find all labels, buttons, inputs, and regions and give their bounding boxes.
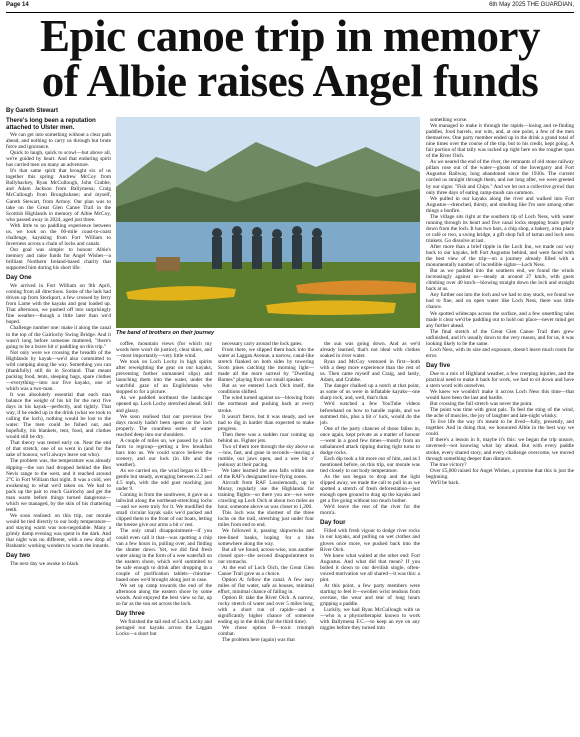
paragraph: We followed it, passing shipwrecks and tree-lined banks, hoping for a bite somewhere along the way. [218, 528, 314, 547]
col3-body [218, 341, 314, 643]
col4-day4-body [320, 528, 420, 631]
article-column-3 [218, 341, 314, 737]
paragraph: If there's a lesson in it, maybe it's this: we began the trip unsure, unversed—not knowing what lay ahead. But with every paddle stroke, every shared story, and every challenge overcome, we moved through something deeper than distance. [426, 437, 574, 462]
paragraph: At this point, a few party members were starting to feel it—swollen wrist tendons from overuse, the wear and tear of long hours gripping a paddle. [320, 582, 420, 607]
paragraph: The only small disappointment—if you could even call it that—was spotting a chip van a few hours in, pulling over, and finding the shutter down. Yet, we did find fresh water along in the form of a wee waterfall on the eastern shore, which we'd summited to be safe enough to drink after dropping in a couple of purification tablets—chlorine-based ones we'd brought along just in case. [116, 528, 212, 583]
paragraph: The problem here (again) was that [222, 637, 295, 644]
paragraph: From there, we slipped them back into the water at Laggan Avenue, a narrow, canal-like stretch flanked on both sides by towering Scots pines catching the morning light—made all the more surreal by "Dwelling Barnes" playing from our small speaker. [218, 347, 314, 384]
paragraph: necessary carry around the lock gates. [222, 341, 303, 347]
paragraph: We knew we wouldn't make it across Loch Ness this time—that would have been the last and hardle. [426, 389, 574, 402]
paragraph: With little to no paddling experience between us, we took on the 60-mile coast-to-coast challenge, kayaking from Fort William to Inverness across a chain of lochs and canals. [6, 222, 111, 247]
paragraph: The final stretch of the Great Glen Canoe Trail then grew unfinished, and it's usually down to the very reason, and for us, it was looking likely to be the same. [426, 328, 574, 347]
paragraph: Each dip took a bit more out of him, and as I mentioned before, on this trip, our morale was tied closely to our body temperature. [320, 455, 420, 474]
paragraph: But all we found, across-wise, was another closed spot—the second disappointment to our stomachs. [218, 546, 314, 565]
paragraph: Due to a mix of Highland weather, a few creeping injuries, and the practical need to make it back for work, we had to sit down and have a stern word with ourselves. [426, 370, 574, 390]
paragraph: We arrived in Fort William on 9th April, coming from all directions. Some of the lads had driven up from Stockport, a few crossed by ferry from Larne with the kayaks and gear loaded up. That afternoon, we pushed off into surprisingly fine weather—though a little later than we'd hoped. [6, 283, 111, 326]
paragraph: We spotted whitecaps across the surface, and a few unsettling tales made it clear we'd be paddling out to hold our place—never mind get any further ahead. [426, 310, 574, 329]
headline [6, 11, 574, 106]
paragraph: Option A: follow the canal. A few easy miles of flat water, safe as houses, minimal effort, minimal chance of falling in. [218, 576, 314, 595]
paragraph: Coming in from the southwest, it gave us a tailwind along the northeast-stretching lochs—and we were truly for it. We modified the small circular kayak sails we'd packed and clipped them to the front of our boats, letting the breeze give our arms a bit o' rest. [116, 492, 212, 529]
subhead-day-three: Day three [116, 610, 145, 618]
article-column-5 [426, 117, 574, 737]
paragraph: Challenge number one: make it along the canal to the top of the Gairlochy Swing Bridge. And it wasn't long before someone muttered, "there's going to be a brave bit o' paddling on this trip." [6, 325, 111, 350]
paragraph: But as we paddled into the southern end, we found the winds increasingly against us—steady at around 27 km/h, with gusts climbing over 40 km/h—blowing straight down the loch and straight back at us. [426, 268, 574, 293]
paragraph: But crossing the full stretch was never the point. [430, 401, 533, 408]
paragraph: Ryan and McCoy ventured in first—both with a deep more experience than the rest of us. Then came myself and Craig, and lastly, Adam, and Crabbe. [320, 359, 420, 384]
paragraph: We later learned the area falls within one of the RAF's designated low-flying zones. [218, 467, 314, 481]
photo-caption: The band of brothers on their journey [116, 330, 215, 336]
subhead-day-four: Day four [320, 519, 346, 527]
headline-line-2: of Albie raises Angel funds [41, 56, 539, 106]
byline: By Gareth Stewart [6, 108, 59, 114]
paragraph: Then there was a sudden roar coming up behind us. Fighter jets. [218, 431, 314, 444]
paragraph: Option B: take the River Oich. A narrow, rocky stretch of water and over 5 miles long, with a short run of rapids—and a significantly higher chance of someone ending up in the drink (for the third time). [218, 594, 314, 626]
paragraph: We pulled in our kayaks along the river and walked into Fort Augustus—drenched, thirsty, and smelling like I'm sure among other things a bonfire. [426, 195, 574, 214]
paragraph: Any further out into the loch and we had to stay stuck, we found we had to fine, and on open water like Loch Ness, there was little chance. [426, 292, 574, 311]
paragraph: We soon realised: on this trip, our morale would be tied directly to our body temperature—and staying warm was non-negotiable. Many a grimly damp evening was spent in the dark. And that night was no different, with a new drop of Brabantic working wonders to warm the innards. [6, 512, 111, 550]
paragraph: We finished the tail end of Loch Lochy and portaged our kayaks across the Laggan Locks—a short but [116, 619, 212, 638]
paragraph: Filled with fresh vigour to dodge river rocks in our kayaks, and pulling on wet clothes and gloves once more, we pushed back into the River Oich. [320, 528, 420, 553]
paragraph: We'd leave the rest of the river for the morn'a. [320, 504, 420, 517]
col2-body [116, 341, 212, 607]
paragraph: Loch Ness, with its size and exposure, doesn't leave much room for error. [426, 346, 574, 359]
col2-day3-body [116, 619, 212, 637]
issue-date: 6th May 2025 THE GUARDIAN, [489, 2, 574, 8]
paragraph: Not only were we crossing the breadth of the Highlands by kayak—we'd also committed to wild camping along the way. Something you can (thankfully) still do in Scotland. That meant packing food, tents, sleeping bags, spare clothes—everything—into our five kayaks, one of which was a two-man. [6, 349, 111, 392]
paragraph: We knew what waited at the other end: Fort Augustus. And what did that mean? If you boiled it down to our devilish single, often-voiced motivation we all shared—it was this: a pint. [320, 552, 420, 583]
paragraph: The danger chalked up a notch at that point, as some of us were in inflatable kayaks—one sharp rock, and, well, that's that. [320, 383, 420, 402]
article-column-4 [320, 341, 420, 737]
article-column-1 [6, 117, 111, 737]
paragraph: The village sits right at the southern tip of Loch Ness, with water running through its heart and five canal locks stepping boats gently down from the loch. It has two bars, a chip shop, a bakery, a tea place or café or two, a swing bridge, a gift shop full of tartan and loch ness trinkets. Go dissolve at last. [426, 213, 574, 244]
paragraph: We set up camp towards the end of the afternoon along the eastern shore by some woods. And enjoyed the best view so far, up so far as the sun set across the loch. [116, 582, 212, 608]
paragraph: The wind turned against us—blowing from the northeast and pushing back at every stroke. [218, 395, 314, 414]
paragraph: This loch was the shortest of the three lochs on the trail, stretching just under four miles from end to end. [218, 510, 314, 529]
paragraph: Over £5,000 raised for Angel Wishes, a promise that this is just the beginning. [426, 467, 574, 480]
paragraph: The true victory? [430, 461, 467, 468]
paragraph: To live life the way it's meant to be lived—fully, presently, and together. And in doing that, we honoured Albie in the best way we could. [426, 419, 574, 438]
col5-day5-body [426, 371, 574, 486]
paragraph: We managed to make it through the rapids—losing and re-finding paddles, food barrels, our wits, and, at one point, a few of the men themselves. One party member ended up in the drink a grand total of nine times over the course of the trip, but to his credit, kept going. A fair portion of that tally was racked up right here on the rougher span of the River Oich. [426, 123, 574, 160]
paragraph: As we neared the end of the river, the remnants of old stone railway pillars rose out of the water—ghosts of the Invergarry and Fort Augustus Railway, long abandoned since the 1930s. The current carried us straight through them, and not long after, we were greeted by our signs: "Fish and Chips." And we let out a collective growl that only three days of eating camp-mush can summon. [426, 159, 574, 196]
headline-line-1: Epic canoe trip in memory [40, 11, 540, 61]
paragraph: Two of them tore through the sky above us—low, fast, and gone in seconds—leaving a rumble, our jaws open, and a wee bit o' jealousy at their pacing. [218, 443, 314, 468]
col1-day1-body [6, 283, 111, 549]
paragraph: The next day we awoke to black [10, 561, 79, 568]
col4-body [320, 341, 420, 516]
paragraph: We took on Loch Lochy in high spirits after reweighting the gear on our kayaks, preventing further unmanned slips) and launching them into the water, under the watchful gaze of an Englishman who stopped to for a picture. [116, 359, 212, 396]
photo-tent [156, 257, 180, 271]
subhead-day-one: Day One [6, 274, 32, 282]
col5-body [426, 117, 574, 359]
paragraph: As the sun began to drop and the light slipped away, we made the call to pull in as we spotted a stretch of fresh deforestation—just enough open ground to drag up the kayaks and get a fire going without too much bother. [320, 474, 420, 505]
article-column-2 [116, 341, 212, 737]
paragraph: That theory was tested early on. Near the end of that stretch, one of us went in (and for the sake of honour, we'll always leave out who). [6, 440, 111, 459]
paragraph: A couple of miles on, we passed by a fish farm to regroup—getting a few breakfast bars into us. We could scarce believe the scenery, and our luck (in life and the weather). [116, 437, 212, 468]
paragraph: It wasn't fierce, but it was steady, and we had to dig in harder than expected to make progress. [218, 413, 314, 432]
paragraph: We chose option B—toxic triumph combat. [218, 625, 314, 638]
paragraph: The point was time with great pals. To feel the sting of the wind, the ache of muscles, the joy of laughter and late-night whisky. [426, 407, 574, 420]
paragraph: One of the party chances of those fallen in, once again, kept private as a matter of honour—went in a good few times—mostly from an unbalanced attack tipping during tight turns to dodge rocks. [320, 425, 420, 456]
article-photo [116, 117, 420, 328]
photo-illustration [116, 117, 420, 328]
paragraph: Our goal was simple: to honour Albie's memory and raise funds for Angel Wishes—a brilliant Northern Ireland-based charity that supported him during his short life. [6, 246, 111, 272]
paragraph: coffee, mountain views (for which my words here won't do justice), clear skies, and—most importantly—very little wind. [116, 341, 212, 360]
paragraph: At the end of Loch Oich, the Great Glen Canoe Trail gave us a choice. [218, 564, 314, 577]
subhead-day-two: Day two [6, 552, 31, 560]
standfirst: There's long been a reputation attached to Ulster men. [6, 117, 96, 131]
paragraph: We can get into something without a clear path ahead, and nothing to carry us through but brute force and ignorance. [6, 132, 111, 151]
paragraph: Aircraft from RAF Lossiemouth, up in Moray, regularly use the Highlands for training flights—so there you are—we were crawling up Loch Oich at about two miles an hour, someone above us was closer to 1,200. [218, 480, 314, 511]
paragraph: Quick to laugh, quick to scowl—but above all, we're guided by heart. And that enduring spirit has carried men on many an adventure. [6, 150, 111, 169]
paragraph: It's that same spirit that brought six of us together this spring: Andrew McCoy from Ballyhackey, Ryan McCullough, John Crabbe, and Adam Jackson from Ballymena; Craig McCullough from Broughshane; and myself, Gareth Stewart, from Armoy. Our plan was to take on the Great Glen Canoe Trail in the Scottish Highlands in memory of Albie McCoy, who passed away in 2024, aged just three. [6, 168, 111, 223]
paragraph: The problem was, the temperature was already dipping—the sun had dropped behind the Ben Nevis range to the west, and it reached around 2°C in Fort William that night. It was a cold, wet awakening to what we'd taken on. We had to pack up the pair to reach Gairlochy and get the man warm before things turned dangerous—which we managed, by the skin of his chattering teeth. [6, 458, 111, 513]
paragraph: As we paddled northeast the landscape opened up. Loch Lochy stretched ahead. Still and glassy. [116, 395, 212, 414]
subhead-day-five: Day five [426, 361, 451, 369]
paragraph: We soon realised that our previous few days mostly hadn't been spent on the loch properly. The countless series of water reached deep into our shoulders. [116, 413, 212, 438]
col1-day2-body [6, 561, 111, 567]
paragraph: But as we entered Loch Oich itself, the conditions shifted. [218, 383, 314, 396]
paragraph: We'd watched a few YouTube videos beforehand on how to handle rapids, and we summed this, plus a bit o' luck, would do the job. [320, 401, 420, 426]
paragraph: It was absolutely essential that each man balance the weight of his kit for the next five days in his kayak—perfectly, and tightly. That way, if he ended up in the drink (what we took to calling the loch), nothing would be lost to the water. The men could be fished out, and hopefully, his blankets, tent, food, and clothes would still be dry. [6, 391, 111, 441]
paragraph: After more than a brief tipple in the Loch Inn, we made our way back to our kayaks, left Fort Augustus behind, and were faced with the best view of the trip—on a journey already filled with a monumentally number of incredible sights—Loch Ness. [426, 243, 574, 269]
paragraph: something worse. [430, 117, 468, 123]
paragraph: We'll be back. [430, 479, 460, 486]
paragraph: the sun was going down. And as we'd already learned, that's not ideal with clothes soaked in river water. [320, 341, 420, 360]
col1-body [6, 132, 111, 271]
paragraph: As we carried on, the wind began to lift—gentle but steady, averaging between 2.2 and 4.5 mph, with the odd gust reaching just under 9. [116, 467, 212, 493]
paragraph: Luckily, we had Ryan McCullough with us—who is a physiotherapist known to work with Ballymena F.C.—to keep an eye on any niggles before they turned into [320, 607, 420, 632]
page-number: Page 14 [6, 2, 29, 8]
